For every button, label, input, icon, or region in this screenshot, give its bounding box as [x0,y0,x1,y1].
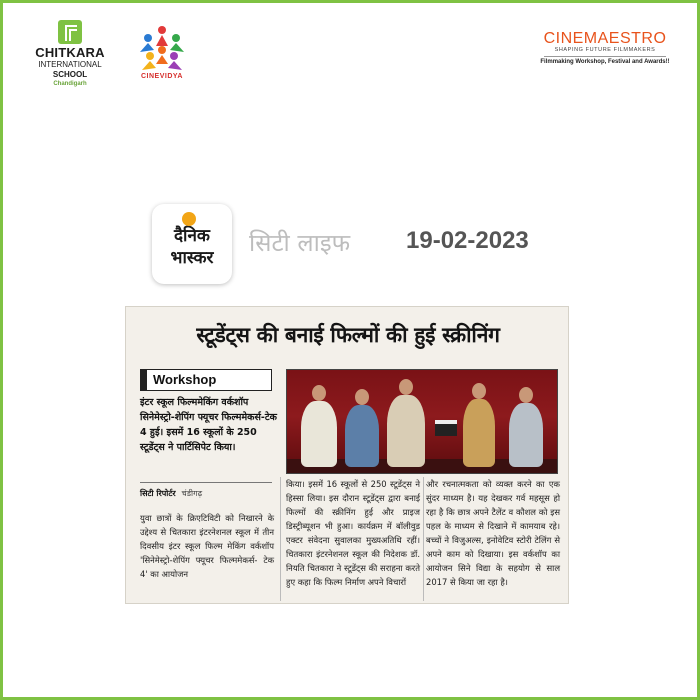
photo-person [463,399,495,467]
kicker-box [140,369,272,391]
chitkara-line3: SCHOOL [52,70,88,79]
cinevidya-logo [132,24,192,80]
column-rule [423,477,424,601]
event-photo [286,369,558,474]
chitkara-logo [30,20,110,89]
photo-person [345,405,379,467]
logo-line1: दैनिक [174,226,210,246]
cinemaestro-divider [544,56,666,57]
article-byline [140,488,202,499]
column-rule [280,477,281,601]
byline-city: चंडीगढ़ [181,489,203,498]
chitkara-line2: INTERNATIONAL [38,60,102,69]
publication-date: 19-02-2023 [406,227,529,254]
cinemaestro-brand: CINEMAESTRO [543,30,667,47]
byline-name: सिटी रिपोर्टर [140,489,176,498]
cinemaestro-logo [540,30,670,65]
article-deck: इंटर स्कूल फिल्ममेकिंग वर्कशॉप सिनेमेस्ट्रो-शेपिंग फ्यूचर फिल्ममेकर्स-टेक 4 हुई। इसमें 16 स्कूलों के 250 स्टूडेंट्स ने पार्टिसिपेट किया। [140,397,277,453]
article-column-1: युवा छात्रों के क्रिएटिविटी को निखारने के उद्देश्य से चितकारा इंटरनेशनल स्कूल में तीन दिवसीय इंटर स्कूल फिल्म मेकिंग वर्कशॉप 'सिनेमेस्ट्रो-शेपिंग फ्यूचर फिल्ममेकर्स- टेक 4' का आयोजन [140,513,274,579]
cinevidya-label: CINEVIDYA [141,73,183,80]
kicker-bar [141,370,147,390]
cinemaestro-slogan: Filmmaking Workshop, Festival and Awards!! [540,59,670,65]
chitkara-city: Chandigarh [53,81,87,87]
article-headline: स्टूडेंट्स की बनाई फिल्मों की हुई स्क्रीनिंग [196,323,500,347]
clapperboard-icon [435,420,457,436]
logo-line2: भास्कर [170,248,214,268]
photo-person [509,403,543,467]
cinemaestro-tagline: SHAPING FUTURE FILMMAKERS [554,47,656,53]
cinevidya-figures-icon [136,24,188,72]
chitkara-mark-icon [58,20,82,44]
kicker-label: Workshop [153,372,217,387]
article-column-2: किया। इसमें 16 स्कूलों से 250 स्टूडेंट्स ने हिस्सा लिया। इस दौरान स्टूडेंट्स द्वारा बनाई फिल्मों की स्क्रीनिंग हुई और प्राइज डिस्ट्रीब्यूशन भी हुआ। कार्यक्रम में बॉलीवुड एक्टर संवेदना सुवालका मुख्यअतिथि रहीं। चितकारा इंटरनेशनल स्कूल की निदेशक डॉ. नियति चितकारा ने स्टूडेंट्स की सराहना करते हुए कहा कि फिल्म निर्माण अपने विचारों [286,479,420,587]
chitkara-name: CHITKARA [35,45,105,60]
dainik-bhaskar-logo [152,204,232,284]
article-column-3: और रचनात्मकता को व्यक्त करने का एक सुंदर माध्यम है। यह देखकर गर्व महसूस हो रहा है कि छात्र अपने टैलेंट व कौशल को इस पहल के माध्यम से दिखाने में कामयाब रहे। बच्चों ने विजुअल्स, इनोवेटिव स्टोरी टेलिंग से अपने काम को दिखाया। इस वर्कशॉप का आयोजन सिने विद्या के सहयोग से साल 2017 से किया जा रहा है। [426,479,560,587]
section-name: सिटी लाइफ [249,229,351,257]
sun-icon [182,212,196,226]
byline-divider [140,482,272,483]
photo-person [387,395,425,467]
photo-person [301,401,337,467]
newspaper-clipping [125,306,569,604]
